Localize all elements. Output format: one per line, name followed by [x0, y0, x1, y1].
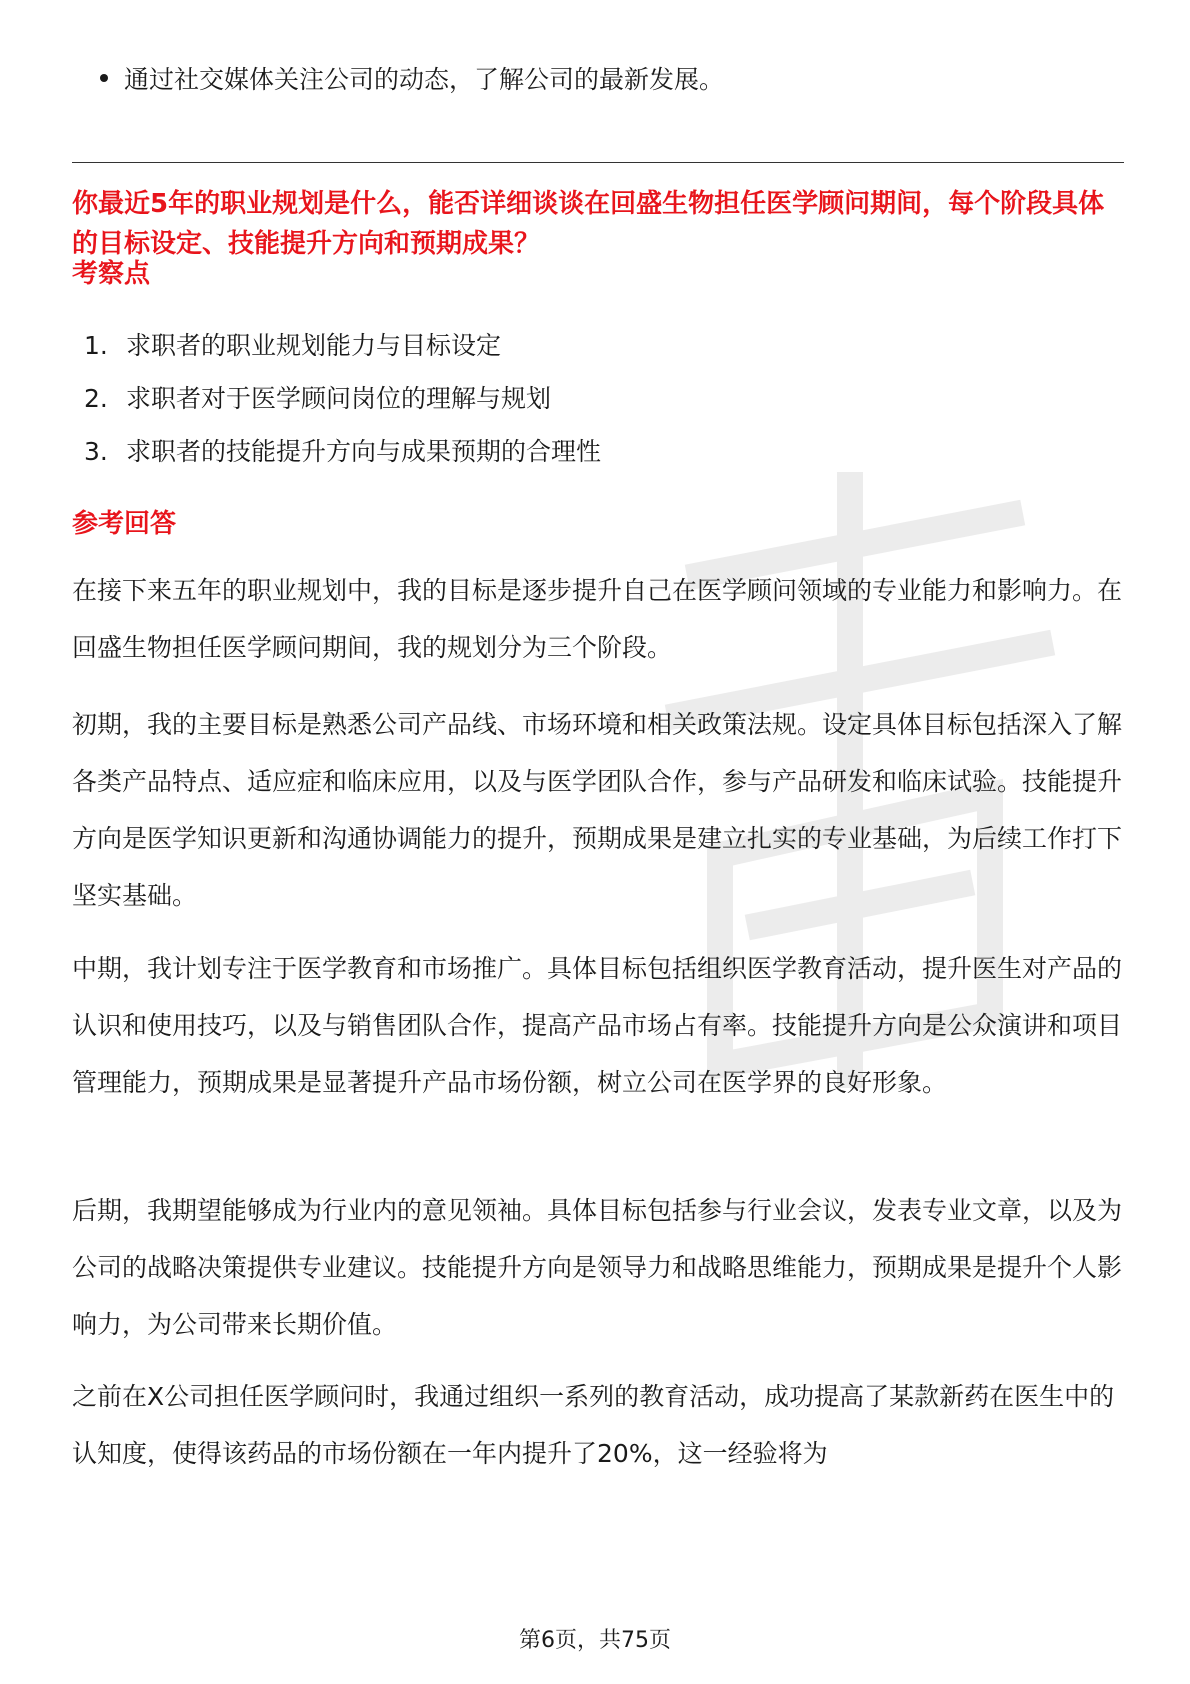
answer-paragraph: 之前在X公司担任医学顾问时，我通过组织一系列的教育活动，成功提高了某款新药在医生中的认知度，使得该药品的市场份额在一年内提升了20%，这一经验将为	[72, 1382, 1115, 1468]
section-title-answer: 参考回答	[72, 509, 177, 539]
list-text: 求职者的职业规划能力与目标设定	[126, 331, 502, 360]
section-title-points: 考察点	[72, 259, 151, 289]
list-text: 求职者对于医学顾问岗位的理解与规划	[126, 384, 552, 413]
bullet-text: 通过社交媒体关注公司的动态，了解公司的最新发展。	[124, 65, 725, 94]
list-number: 2.	[84, 384, 108, 413]
section-divider	[72, 162, 1124, 163]
bullet-dot-icon	[100, 74, 108, 82]
list-number: 3.	[84, 437, 108, 466]
answer-paragraph: 中期，我计划专注于医学教育和市场推广。具体目标包括组织医学教育活动，提升医生对产品的认识和使用技巧，以及与销售团队合作，提高产品市场占有率。技能提升方向是公众演讲和项目管理能力，预期成果是显著提升产品市场份额，树立公司在医学界的良好形象。	[72, 954, 1123, 1097]
points-list-item	[84, 381, 551, 417]
list-text: 求职者的技能提升方向与成果预期的合理性	[126, 437, 602, 466]
answer-paragraph: 在接下来五年的职业规划中，我的目标是逐步提升自己在医学顾问领域的专业能力和影响力。在回盛生物担任医学顾问期间，我的规划分为三个阶段。	[72, 576, 1123, 662]
list-number: 1.	[84, 331, 108, 360]
page-footer: 第6页，共75页	[519, 1628, 671, 1653]
answer-paragraph: 初期，我的主要目标是熟悉公司产品线、市场环境和相关政策法规。设定具体目标包括深入了解各类产品特点、适应症和临床应用，以及与医学团队合作，参与产品研发和临床试验。技能提升方向是医学知识更新和沟通协调能力的提升，预期成果是建立扎实的专业基础，为后续工作打下坚实基础。	[72, 710, 1123, 910]
question-heading: 你最近5年的职业规划是什么，能否详细谈谈在回盛生物担任医学顾问期间，每个阶段具体的目标设定、技能提升方向和预期成果？	[72, 189, 1105, 259]
points-list-item	[84, 434, 601, 470]
answer-paragraph: 后期，我期望能够成为行业内的意见领袖。具体目标包括参与行业会议，发表专业文章，以及为公司的战略决策提供专业建议。技能提升方向是领导力和战略思维能力，预期成果是提升个人影响力，为公司带来长期价值。	[72, 1196, 1123, 1339]
points-list-item	[84, 328, 501, 364]
bullet-list-item	[100, 62, 724, 98]
